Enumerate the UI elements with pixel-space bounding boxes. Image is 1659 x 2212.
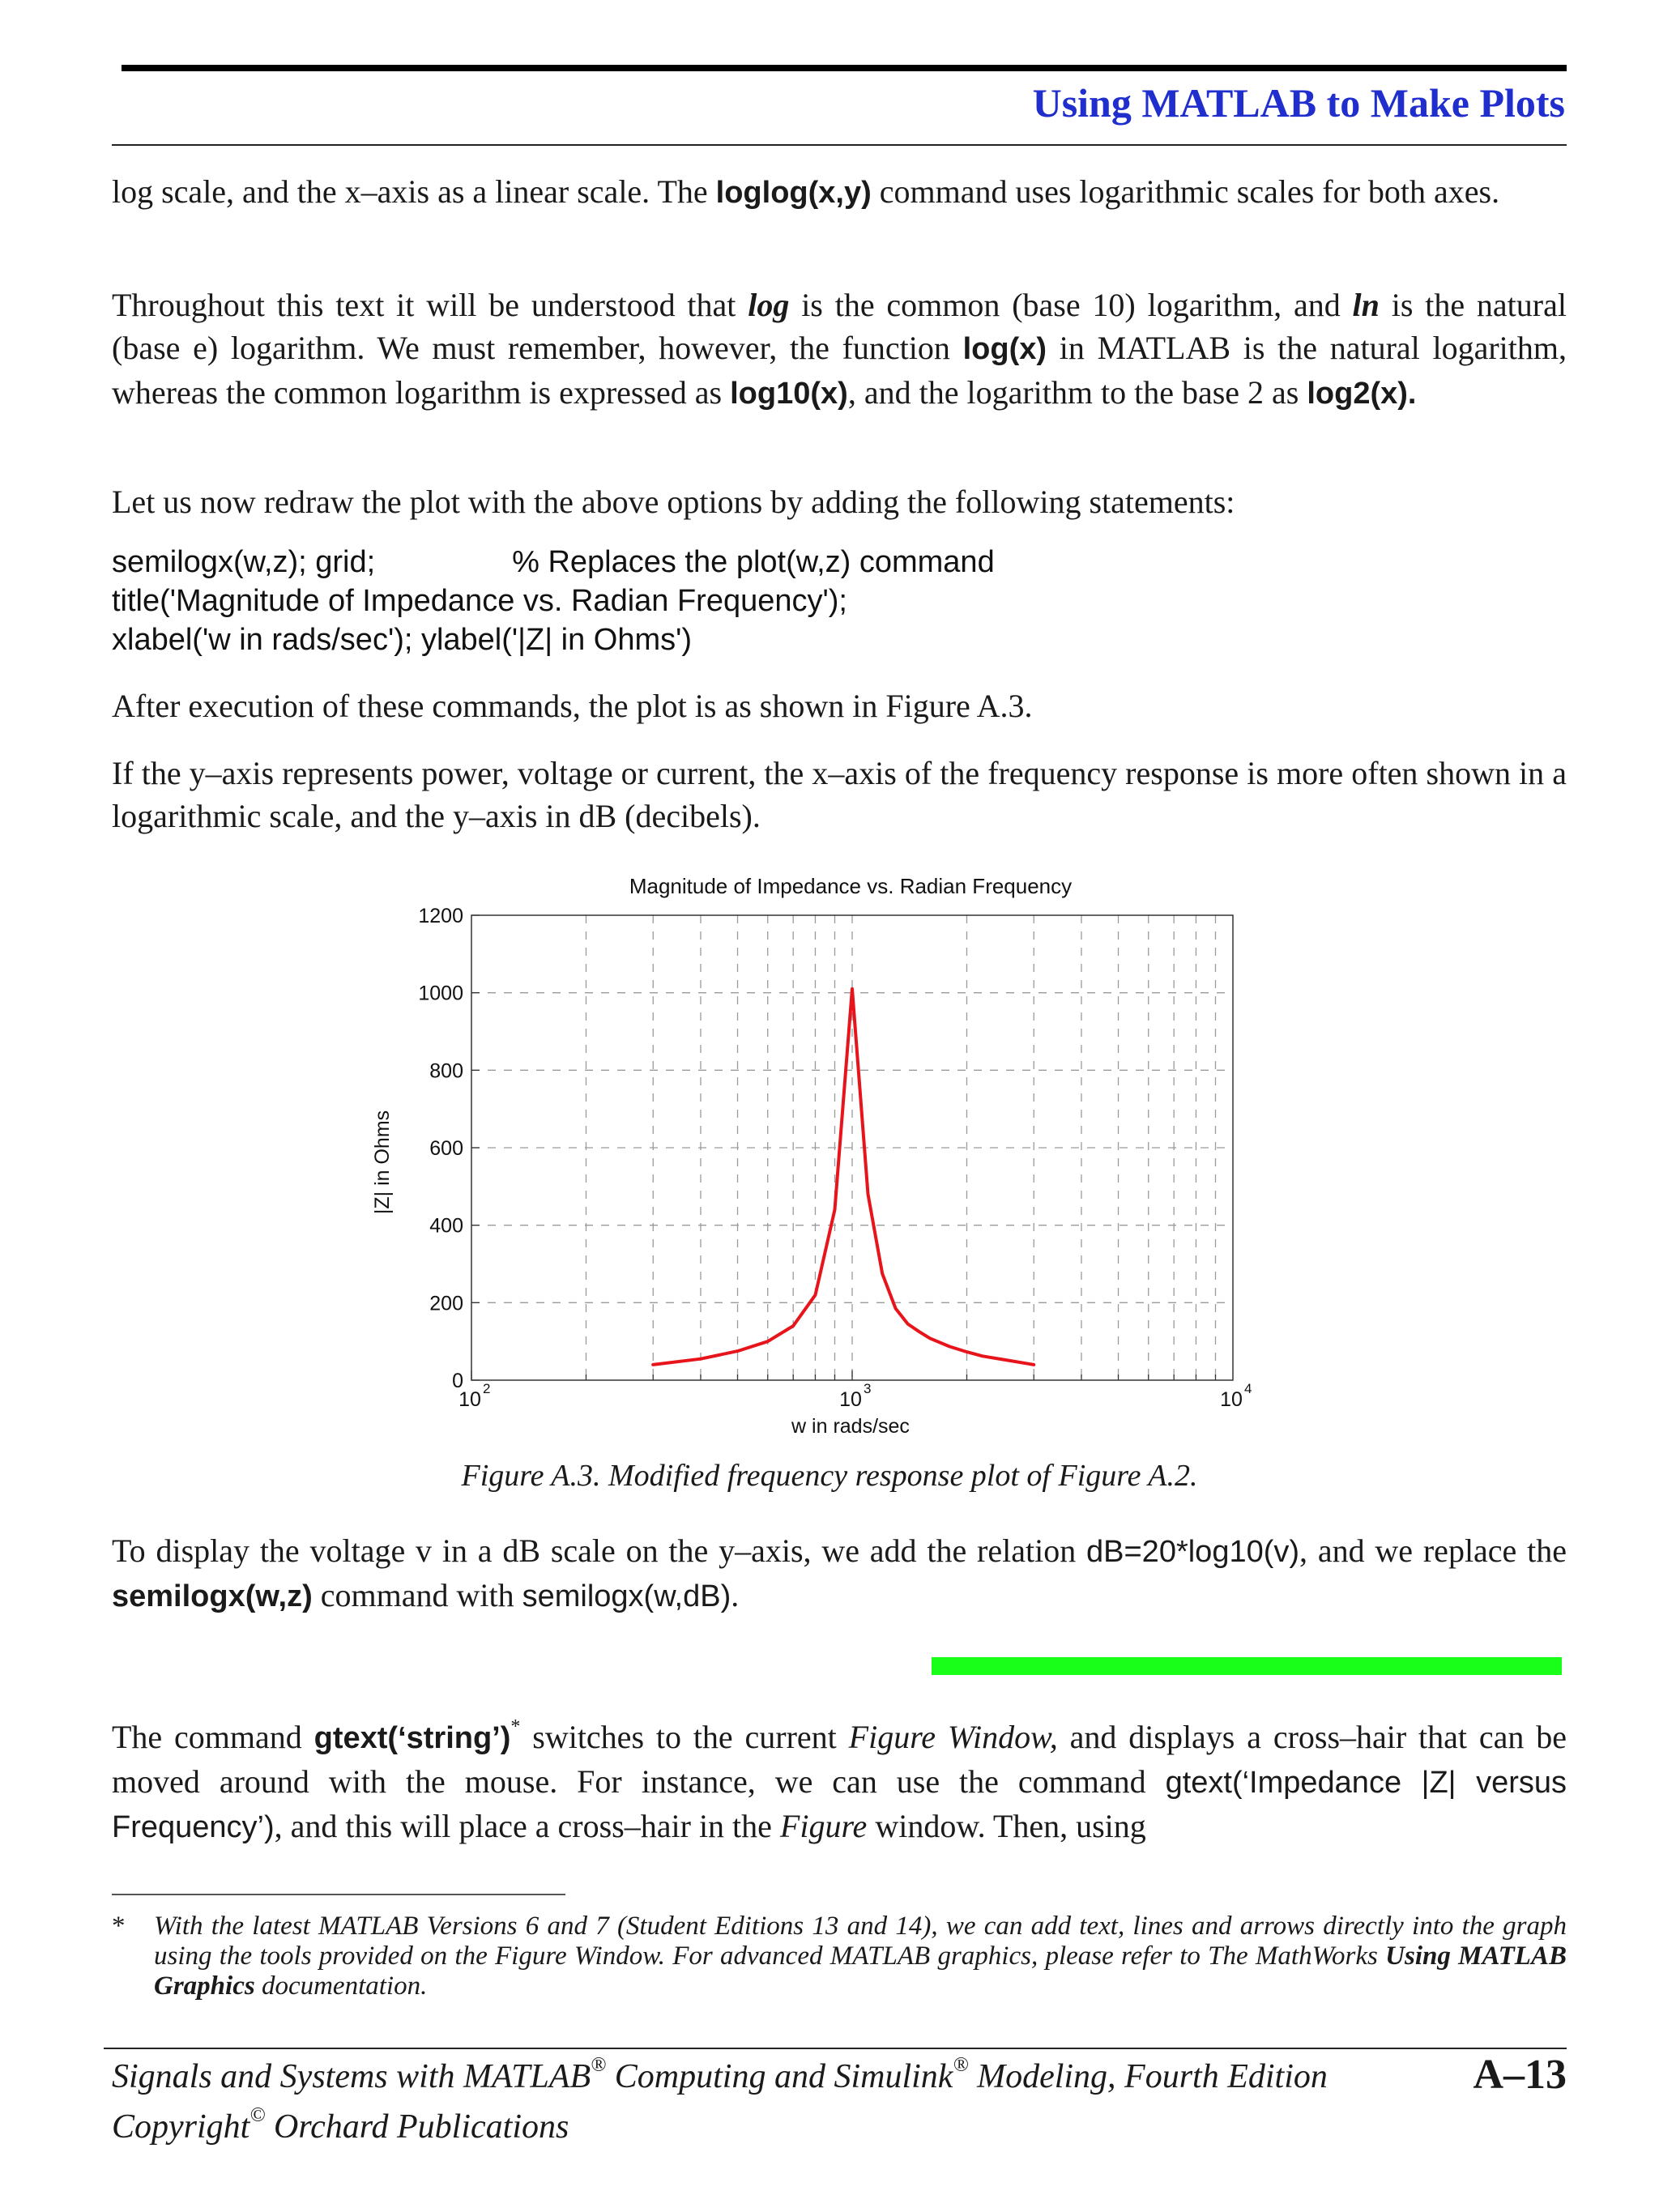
command-gtext: gtext(‘string’) [313,1721,511,1755]
footnote-rule [112,1894,565,1895]
x-tick-exponent: 4 [1244,1381,1252,1396]
command-log2: log2(x). [1307,377,1417,411]
x-tick-label: 10 [458,1388,481,1411]
footer-copyright [112,2103,569,2146]
paragraph-execution: After execution of these commands, the plot is as shown in Figure A.3. [112,688,1033,724]
x-tick-exponent: 2 [483,1381,491,1396]
text-run: To display the voltage v in a dB scale on the y–axis, we add the relation [112,1532,1087,1569]
term-figure: Figure [779,1808,868,1844]
chart-title: Magnitude of Impedance vs. Radian Frequency [629,874,1073,898]
registered-mark: ® [591,2053,607,2076]
text-run: , and we replace the [1299,1532,1567,1569]
text-run: , and the logarithm to the base 2 as [847,374,1307,411]
term-ln: ln [1352,287,1380,323]
text-run: is the natural (base e) logarithm. We must remember, however, the function [112,287,1567,366]
command-log10: log10(x) [730,377,848,411]
code-line-2: title('Magnitude of Impedance vs. Radian Frequency'); [112,584,847,618]
command-semilogx-db: semilogx(w,dB) [522,1579,731,1613]
paragraph-loglog [112,170,1567,215]
copyright-mark: © [249,2103,266,2126]
page-number: A–13 [1473,2052,1567,2098]
command-loglog: loglog(x,y) [715,176,872,210]
paragraph-db [112,1529,1567,1618]
top-rule [122,65,1567,71]
text-run: is the common (base 10) logarithm, and [789,287,1353,323]
page-header-title: Using MATLAB to Make Plots [1032,80,1565,126]
y-tick-label: 800 [429,1059,463,1083]
text-run: Modeling, Fourth Edition [968,2058,1328,2095]
text-run: Orchard Publications [265,2108,569,2146]
registered-mark: ® [953,2053,969,2076]
y-tick-label: 0 [452,1370,463,1392]
figure-caption: Figure A.3. Modified frequency response plot of Figure A.2. [461,1459,1198,1493]
footer-book-title [112,2053,1328,2096]
y-tick-label: 400 [429,1214,463,1238]
command-gtext-example: gtext(‘Impedance |Z| versus Frequency’) [112,1766,1567,1844]
header-rule [112,144,1567,146]
footnote-bold-title: Using MATLAB Graphics [154,1941,1567,2001]
x-tick-label: 10 [839,1388,862,1411]
impedance-series-line [653,989,1034,1365]
command-semilogx-z: semilogx(w,z) [112,1579,313,1613]
text-run: Throughout this text it will be understood that [112,287,748,323]
paragraph-redraw: Let us now redraw the plot with the above options by adding the following statements: [112,484,1235,520]
footnote-body [154,1912,1567,2001]
relation-db: dB=20*log10(v) [1086,1535,1300,1569]
x-tick-exponent: 3 [864,1381,872,1396]
text-run: switches to the current [520,1719,849,1755]
text-run: documentation. [254,1971,428,2001]
footnote-star: * [112,1912,126,1941]
text-run: , and this will place a cross–hair in the [274,1808,780,1844]
text-run: window. Then, using [867,1808,1146,1844]
text-run: The command [112,1719,314,1755]
text-run: command with [312,1577,522,1613]
green-highlight-bar [932,1657,1562,1675]
footnote-marker: * [510,1715,521,1737]
text-run: Signals and Systems with MATLAB [112,2058,591,2095]
y-tick-label: 1200 [418,905,463,927]
paragraph-logarithm [112,283,1567,416]
code-line-1: semilogx(w,z); grid; % Replaces the plot(w,z) command [112,545,995,579]
paragraph-gtext [112,1715,1567,1849]
text-run: . [731,1577,740,1613]
y-axis-label: |Z| in Ohms [371,1110,394,1215]
text-run: and displays a cross–hair that can be moved around with the mouse. For instance, we can use the command [112,1719,1567,1800]
text-run: command uses logarithmic scales for both axes. [871,173,1500,210]
y-tick-label: 1000 [418,982,463,1005]
footer-rule [104,2048,1567,2049]
impedance-chart [356,859,1264,1442]
text-run: With the latest MATLAB Versions 6 and 7 (Student Editions 13 and 14), we can add text, lines and arrows directly into the graph using the tools provided on the Figure Window. For advanced MATLAB graphics, please refer to The MathWorks [154,1912,1567,1971]
y-tick-label: 600 [429,1137,463,1160]
paragraph-yaxis: If the y–axis represents power, voltage or current, the x–axis of the frequency response is more often shown in a logarithmic scale, and the y–axis in dB (decibels). [112,755,1567,834]
code-line-3: xlabel('w in rads/sec'); ylabel('|Z| in Ohms') [112,623,693,657]
command-log: log(x) [962,332,1047,366]
term-log: log [748,287,790,323]
y-tick-label: 200 [429,1292,463,1315]
text-run: in MATLAB is the natural logarithm, whereas the common logarithm is expressed as [112,330,1567,411]
x-tick-label: 10 [1220,1388,1243,1411]
footnote [112,1912,1567,2001]
term-figure-window: Figure Window, [848,1719,1058,1755]
text-run: Copyright [112,2108,250,2146]
text-run: Computing and Simulink [606,2058,953,2095]
text-run: log scale, and the x–axis as a linear scale. The [112,173,716,210]
x-axis-label: w in rads/sec [791,1415,910,1438]
